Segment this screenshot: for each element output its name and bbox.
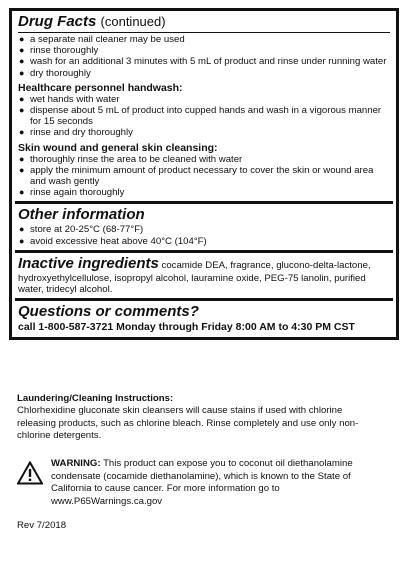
skin-wound-title: Skin wound and general skin cleansing: [18,141,218,154]
phone-line: call 1-800-587-3721 Monday through Friday 8:00 AM to 4:30 PM CST [18,321,355,334]
revision-date: Rev 7/2018 [17,520,67,531]
bullet-icon: ● [19,56,25,67]
list-item: ● rinse and dry thoroughly [19,127,133,139]
bullet-icon: ● [19,127,25,138]
list-item: ● wash for an additional 3 minutes with 5 mL of product and rinse under running water [19,56,387,68]
skin-wound-list [18,154,390,199]
warning-label: WARNING: [51,458,101,469]
bullet-icon: ● [19,164,25,175]
bullet-icon: ● [19,187,25,198]
inactive-ingredients-section [15,250,393,299]
other-information-section [15,201,393,249]
list-item: ● a separate nail cleaner may be used [19,34,185,45]
questions-title: Questions or comments? [18,303,199,321]
warning-block [17,458,383,508]
list-item: ● rinse thoroughly [19,45,99,57]
healthcare-handwash-list [18,94,390,139]
inactive-ingredients-text: cocamide DEA, fragrance, glucono-delta-lactone, hydroxyethylcellulose, isopropyl alcohol, lauramine oxide, PEG-75 lanolin, purified water, tridecyl alcohol. [18,259,371,296]
bullet-icon: ● [19,45,25,56]
laundering-title: Laundering/Cleaning Instructions: [17,393,174,404]
list-item: ● thoroughly rinse the area to be cleaned with water [19,153,243,165]
directions-list [18,34,390,79]
drug-facts-title: Drug Facts [18,13,97,30]
list-item: ● dry thoroughly [19,67,91,79]
bullet-icon: ● [19,34,25,44]
bullet-icon: ● [19,67,25,78]
other-information-title: Other information [18,206,145,224]
drug-facts-label [9,8,399,340]
inactive-ingredients-title: Inactive ingredients [18,254,159,272]
other-information-list [18,224,390,246]
list-item: ● apply the minimum amount of product necessary to cover the skin or wound area and wash gently [19,164,374,188]
bullet-icon: ● [19,235,25,246]
laundering-text: Chlorhexidine gluconate skin cleansers will cause stains if used with chlorine releasing products, such as chlorine bleach. Rinse completely and use only non-chlorine detergents. [17,405,359,442]
continued-label: (continued) [100,14,166,29]
bullet-icon: ● [19,153,25,164]
list-item: ● dispense about 5 mL of product into cupped hands and wash in a vigorous manner for 15 seconds [19,105,382,128]
directions-section [15,11,393,201]
bullet-icon: ● [19,93,25,104]
list-item: ● wet hands with water [19,93,120,105]
warning-text [51,458,383,508]
list-item: ● rinse again thoroughly [19,187,125,199]
healthcare-handwash-title: Healthcare personnel handwash: [18,81,183,94]
warning-body: This product can expose you to coconut oil diethanolamine condensate (cocamide diethanolamine), which is known to the State of California to cause cancer. For more information go to www.P65Warnings.ca.gov [51,458,353,507]
bullet-icon: ● [19,224,25,235]
list-item: ● store at 20-25°C (68-77°F) [19,224,144,236]
warning-triangle-icon [17,461,43,485]
drug-facts-heading [18,13,390,33]
questions-section [15,298,393,337]
list-item: ● avoid excessive heat above 40°C (104°F) [19,235,207,247]
bullet-icon: ● [19,105,25,116]
